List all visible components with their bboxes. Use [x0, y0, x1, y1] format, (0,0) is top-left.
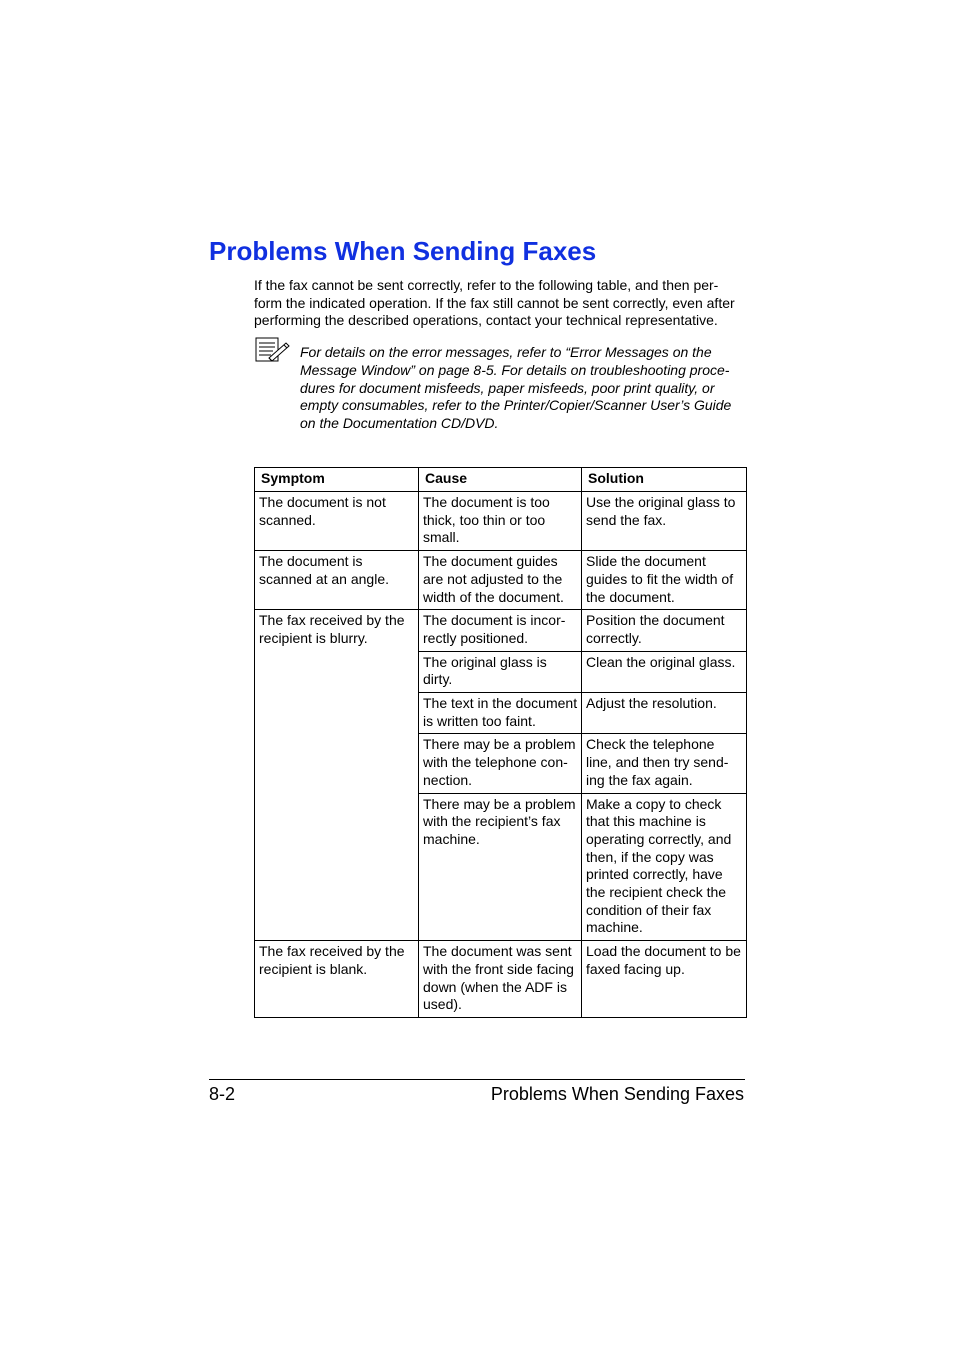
cell-line: The document is incor- [423, 612, 566, 629]
cell-line: Adjust the resolution. [586, 695, 717, 712]
solution-cell [582, 734, 747, 793]
note-pencil-icon [255, 337, 291, 363]
table-row [255, 551, 747, 610]
cell-line: Check the telephone [586, 736, 715, 753]
column-header-solution: Solution [582, 468, 747, 492]
intro-line: performing the described operations, contact your technical representative. [254, 312, 718, 329]
cell-line: scanned. [259, 511, 316, 528]
cell-line: condition of their fax [586, 901, 712, 918]
table-row [255, 941, 747, 1018]
solution-cell [582, 793, 747, 941]
cell-line: The text in the document [423, 695, 578, 712]
cell-line: machine. [423, 830, 480, 847]
column-header-symptom: Symptom [255, 468, 419, 492]
cause-cell [419, 651, 582, 692]
footer-section-title: Problems When Sending Faxes [490, 1084, 744, 1104]
cell-line: The document is too [423, 494, 550, 510]
cell-line: with the front side facing [423, 960, 574, 977]
cause-cell [419, 610, 582, 651]
cell-line: There may be a problem [423, 736, 576, 753]
cell-line: recipient is blank. [259, 960, 368, 977]
cell-line: with the telephone con- [423, 754, 568, 771]
solution-cell [582, 610, 747, 651]
solution-cell [582, 941, 747, 1018]
symptom-cell [255, 551, 419, 610]
note-line: Message Window” on page 8-5. For details on troubleshooting proce- [300, 361, 730, 378]
cause-cell [419, 734, 582, 793]
cell-line: Position the document [586, 612, 725, 629]
table-row [255, 492, 747, 551]
cell-line: used). [423, 996, 462, 1013]
cell-line: printed correctly, have [586, 866, 723, 883]
column-header-cause: Cause [419, 468, 582, 492]
cell-line: The original glass is [423, 653, 547, 670]
table-header-row [255, 468, 747, 492]
cell-line: Slide the document [586, 553, 706, 570]
cell-line: is written too faint. [423, 712, 536, 729]
cell-line: width of the document. [423, 588, 564, 605]
cell-line: then, if the copy was [586, 848, 714, 865]
cell-line: that this machine is [586, 813, 706, 830]
cell-line: nection. [423, 771, 473, 788]
note-line: on the Documentation CD/DVD. [300, 415, 499, 432]
cell-line: The fax received by the [259, 943, 405, 960]
intro-line: If the fax cannot be sent correctly, refer to the following table, and then per- [254, 277, 719, 293]
cell-line: Clean the original glass. [586, 653, 736, 670]
cell-line: The document was sent [423, 943, 572, 960]
cell-line: The document is not [259, 494, 386, 510]
solution-cell [582, 492, 747, 551]
note-line: dures for document misfeeds, paper misfeeds, poor print quality, or [300, 379, 715, 396]
table-row [255, 610, 747, 651]
cell-line: Make a copy to check [586, 795, 722, 812]
cell-line: faxed facing up. [586, 960, 685, 977]
cause-cell [419, 793, 582, 941]
footer-divider [209, 1079, 745, 1080]
cell-line: rectly positioned. [423, 629, 529, 646]
cause-cell [419, 941, 582, 1018]
page-title: Problems When Sending Faxes [209, 236, 597, 266]
cell-line: recipient is blurry. [259, 629, 368, 646]
solution-cell [582, 651, 747, 692]
note-text [300, 344, 760, 433]
solution-cell [582, 693, 747, 734]
cell-line: There may be a problem [423, 795, 576, 812]
cause-cell [419, 693, 582, 734]
intro-line: form the indicated operation. If the fax still cannot be sent correctly, even after [254, 294, 735, 311]
cell-line: down (when the ADF is [423, 978, 567, 995]
cell-line: The document guides [423, 553, 558, 570]
symptom-cell [255, 941, 419, 1018]
cell-line: the recipient check the [586, 884, 727, 901]
note-line: For details on the error messages, refer to “Error Messages on the [300, 344, 712, 360]
cell-line: line, and then try send- [586, 754, 729, 771]
cell-line: with the recipient’s fax [423, 813, 561, 830]
cell-line: small. [423, 529, 460, 546]
cause-cell [419, 551, 582, 610]
cell-line: the document. [586, 588, 675, 605]
cell-line: Use the original glass to [586, 494, 736, 510]
cell-line: guides to fit the width of [586, 570, 734, 587]
cell-line: thick, too thin or too [423, 511, 546, 528]
cell-line: send the fax. [586, 511, 667, 528]
cell-line: machine. [586, 919, 643, 936]
intro-paragraph [254, 277, 754, 330]
symptom-cell [255, 492, 419, 551]
cell-line: scanned at an angle. [259, 570, 389, 587]
cell-line: are not adjusted to the [423, 570, 563, 587]
cell-line: Load the document to be [586, 943, 741, 960]
troubleshooting-table [254, 467, 747, 1018]
cell-line: operating correctly, and [586, 830, 732, 847]
cell-line: The document is [259, 553, 363, 570]
solution-cell [582, 551, 747, 610]
cause-cell [419, 492, 582, 551]
cell-line: correctly. [586, 629, 642, 646]
cell-line: ing the fax again. [586, 771, 693, 788]
cell-line: dirty. [423, 671, 453, 688]
cell-line: The fax received by the [259, 612, 405, 629]
page-number: 8-2 [209, 1084, 236, 1104]
symptom-cell [255, 610, 419, 941]
note-line: empty consumables, refer to the Printer/Copier/Scanner User’s Guide [300, 397, 732, 414]
